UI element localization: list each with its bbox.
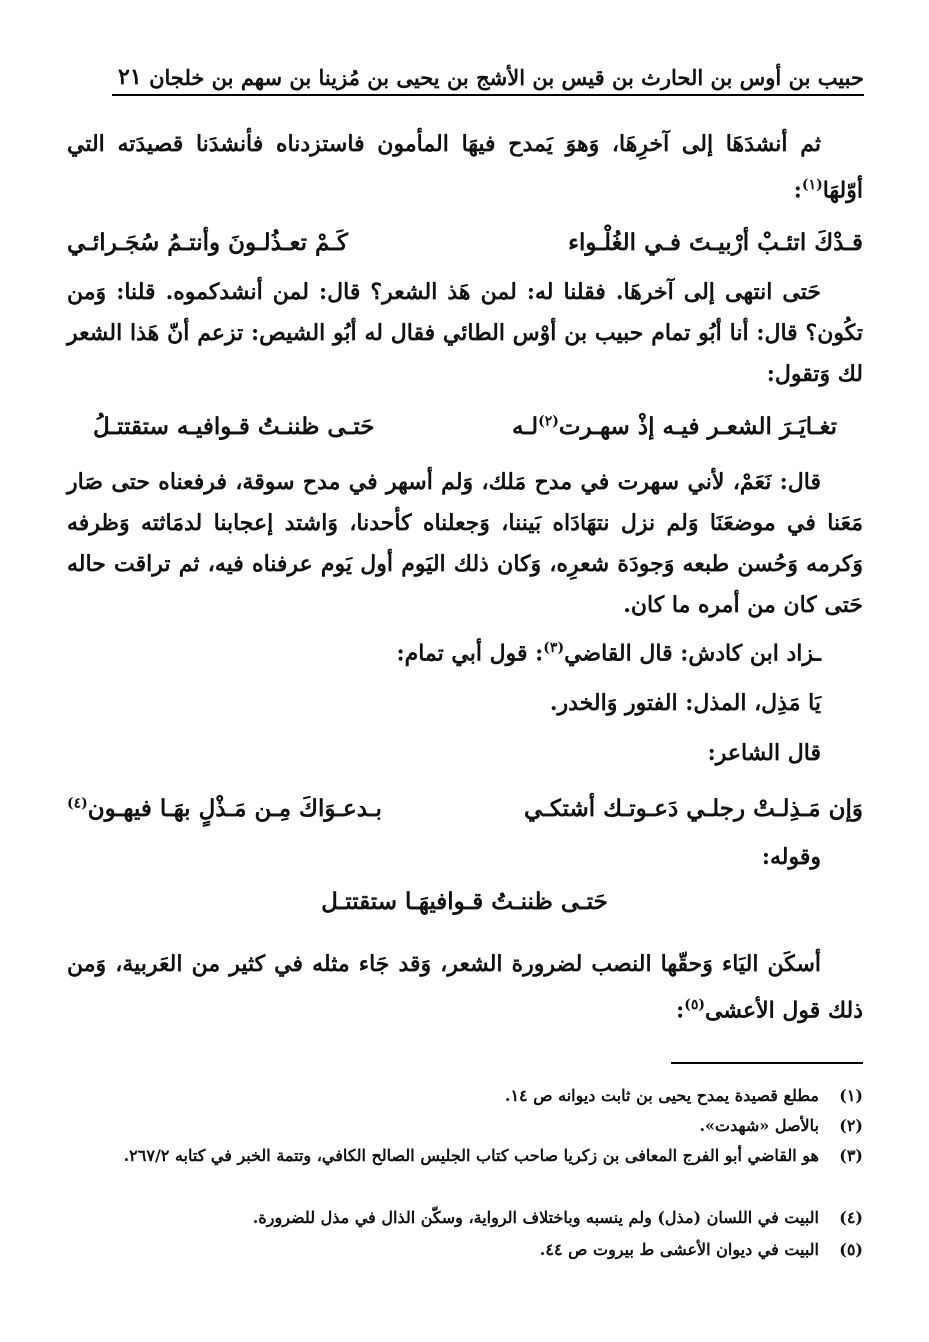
paragraph-8-text: أسكَن اليَاء وَحقّها النصب لضرورة الشعر، وَقد جَاء مثله في كثير من العَربية، وَمن ذلك قول الأعشى [67,951,863,1024]
verse-3-second-text: بـدعـوَاكَ مِـن مَـذْلٍ بهَـا فيهـون [87,794,382,822]
running-header [112,58,864,96]
footnote-number: (٥) [839,1240,863,1259]
note-line-text: ـزاد ابن كادش: قال القاضي [564,640,821,667]
footnote-text: البيت في ديوان الأعشى ط بيروت ص ٤٤. [539,1240,819,1259]
footnote-3 [67,1142,863,1169]
page-number: ٢١ [118,64,142,90]
footnote-text: مطلع قصيدة يمدح يحيى بن ثابت ديوانه ص ١٤. [504,1086,819,1105]
paragraph-3-text: قال: نَعَمْ، لأني سهرت في مدح مَلك، وَلم أسهر في مدح سوقة، فرفعناه حتى صَار مَعَنا في موضعَنَا وَلم نزل نتهَادَاه بَيننا، وَجعلناه كأحدنا، وَاشتد إعجابنا لدمَاثته وَظرفه وَكرمه وَحُسن طبعه وَجودَة شعرِه، وَكان ذلك اليَوم أول يَوم عرفناه فيه، ثم تراقت حاله حَتى كان من أمره ما كان. [67,469,863,618]
verse-2-first-end: لـه [512,412,539,440]
footnote-ref-1: (١) [801,177,823,193]
footnote-number: (٣) [839,1146,863,1165]
footnote-ref-4: (٤) [67,794,88,811]
footnote-number: (١) [839,1086,863,1105]
footnote-separator [671,1062,863,1064]
footnote-5 [67,1236,863,1263]
footnote-ref-5: (٥) [684,997,706,1013]
footnote-text: البيت في اللسان (مذل) ولم ينسبه وباختلاف الرواية، وسكّن الذال في مذل للضرورة. [252,1208,819,1227]
verse-2-first-hemistich [512,413,837,440]
verse-3 [67,788,863,828]
paragraph-1 [67,124,863,211]
footnote-ref-3: (٣) [543,640,565,656]
verse-4-centered: حَتـى ظننـتُ قـوافيهَـا ستقتتـل [321,888,608,915]
paragraph-1-end: : [793,177,802,204]
verse-2 [93,406,837,446]
footnote-text: هو القاضي أبو الفرج المعافى بن زكريا صاحب كتاب الجليس الصالح الكافي، وتتمة الخبر في كتابه ٢٦٧/٢. [123,1146,819,1165]
footnote-ref-2: (٢) [538,412,559,429]
verse-2-first-text: تغـايَـرَ الشعـر فيـه إذْ سهـرت [558,412,837,440]
definition-line: يَا مَذِل، المذل: الفتور وَالخدر. [549,690,821,716]
note-line-ibn-kadish [396,640,821,666]
verse-3-first-hemistich: وَإن مَـذِلـتْ رجلـي دَعـوتـك أشتكـي [523,794,863,822]
paragraph-1-text: ثم أنشدَهَا إلى آخرِهَا، وَهوَ يَمدح فيهَا المأمون فاستزدناه فأنشدَنا قصيدَته التي أوّلهَا [67,131,863,204]
paragraph-2-text: حَتى انتهى إلى آخرهَا. فقلنا له: لمن هَذ الشعر؟ قال: لمن أنشدكموه. قلنا: وَمن تكُون؟ قال: أنا أبُو تمام حبيب بن أوْس الطائي فقال له أبُو الشيص: تزعم أنّ هَذا الشعر لك وَتقول: [67,279,863,387]
paragraph-2 [67,272,863,395]
note-line-end: : قول أبي تمام: [396,640,544,667]
footnote-number: (٤) [839,1208,863,1227]
footnote-number: (٢) [839,1116,863,1135]
footnote-4 [67,1204,863,1231]
verse-1-second-hemistich: كَـمْ تعـذُلـونَ وأنتـمُ سُجَـرائـي [67,228,348,256]
footnote-text: بالأصل «شهدت». [699,1116,819,1135]
paragraph-3 [67,462,863,626]
and-his-saying-line: وقوله: [761,844,821,870]
footnote-2 [67,1112,863,1139]
paragraph-8 [67,944,863,1031]
running-title: حبيب بن أوس بن الحارث بن قيس بن الأشج بن يحيى بن مُزينا بن سهم بن خلجان [149,65,864,90]
footnote-1 [67,1082,863,1109]
verse-1 [67,222,863,262]
verse-3-second-hemistich [67,795,382,822]
paragraph-8-end: : [676,997,685,1024]
verse-1-first-hemistich: قـدْكَ اتئـبْ أرْبيـتَ فـي الغُلْـواء [568,228,863,256]
poet-said-line: قال الشاعر: [707,740,821,766]
verse-2-second-hemistich: حَتـى ظننـتُ قـوافيـه ستقتتـلُ [93,412,375,440]
